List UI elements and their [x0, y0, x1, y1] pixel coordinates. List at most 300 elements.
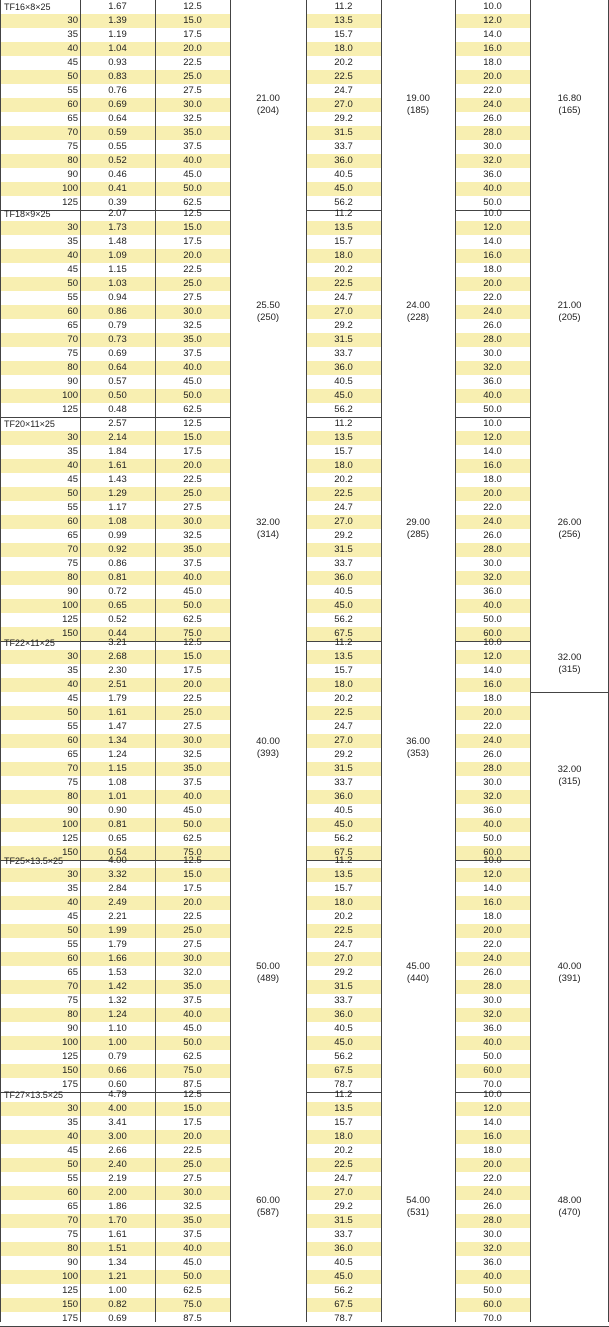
- value-cell: 17.5: [183, 665, 202, 676]
- value-cell: 18.0: [483, 264, 502, 275]
- length-cell: 65: [67, 749, 78, 760]
- value-cell: 18.0: [483, 693, 502, 704]
- value-cell: 45.0: [183, 805, 202, 816]
- value-cell: 27.0: [334, 306, 353, 317]
- value-cell: 30.0: [483, 558, 502, 569]
- value-cell: 16.0: [483, 1131, 502, 1142]
- value-cell: 45.0: [183, 1257, 202, 1268]
- value-cell: 0.65: [108, 600, 127, 611]
- merged-main: 16.80: [557, 93, 582, 104]
- model-label: TF16×8×25: [4, 2, 51, 12]
- value-cell: 15.7: [334, 29, 353, 40]
- value-cell: 11.2: [334, 637, 353, 648]
- length-cell: 125: [62, 197, 78, 208]
- value-cell: 27.5: [183, 1173, 202, 1184]
- value-cell: 0.64: [108, 362, 127, 373]
- value-cell: 11.2: [334, 1089, 353, 1100]
- length-cell: 35: [67, 1117, 78, 1128]
- value-cell: 3.00: [108, 1131, 127, 1142]
- merged-sub: (587): [256, 1207, 280, 1218]
- value-cell: 0.93: [108, 57, 127, 68]
- value-cell: 33.7: [334, 777, 353, 788]
- length-cell: 45: [67, 693, 78, 704]
- value-cell: 25.0: [183, 707, 202, 718]
- value-cell: 27.5: [183, 292, 202, 303]
- value-cell: 24.7: [334, 85, 353, 96]
- model-label: TF27×13.5×25: [4, 1090, 64, 1100]
- value-cell: 0.55: [108, 141, 127, 152]
- value-cell: 26.0: [483, 1201, 502, 1212]
- column-divider: [155, 0, 156, 1322]
- value-cell: 1.01: [108, 791, 127, 802]
- value-cell: 22.5: [183, 57, 202, 68]
- value-cell: 17.5: [183, 883, 202, 894]
- merged-sub: (391): [558, 973, 581, 984]
- value-cell: 12.0: [483, 869, 502, 880]
- value-cell: 12.0: [483, 222, 502, 233]
- length-cell: 55: [67, 502, 78, 513]
- merged-main: 32.00: [256, 517, 280, 528]
- value-cell: 50.0: [183, 183, 202, 194]
- value-cell: 50.0: [183, 819, 202, 830]
- value-cell: 0.69: [108, 348, 127, 359]
- merged-main: 32.00: [557, 652, 582, 663]
- length-cell: 50: [67, 1159, 78, 1170]
- value-cell: 24.0: [483, 735, 502, 746]
- value-cell: 22.0: [483, 292, 502, 303]
- length-cell: 70: [67, 981, 78, 992]
- value-cell: 1.70: [108, 1215, 127, 1226]
- value-cell: 10.0: [483, 418, 502, 429]
- value-cell: 1.66: [108, 953, 127, 964]
- length-cell: 75: [67, 995, 78, 1006]
- model-label: TF22×11×25: [4, 638, 55, 648]
- value-cell: 40.5: [334, 586, 353, 597]
- value-cell: 18.0: [334, 43, 353, 54]
- value-cell: 12.0: [483, 432, 502, 443]
- value-cell: 27.0: [334, 516, 353, 527]
- length-cell: 90: [67, 586, 78, 597]
- value-cell: 20.0: [183, 43, 202, 54]
- length-cell: 30: [67, 651, 78, 662]
- value-cell: 30.0: [483, 1229, 502, 1240]
- value-cell: 33.7: [334, 141, 353, 152]
- value-cell: 13.5: [334, 1103, 353, 1114]
- value-cell: 12.0: [483, 1103, 502, 1114]
- value-cell: 22.5: [334, 488, 353, 499]
- value-cell: 30.0: [183, 306, 202, 317]
- length-cell: 80: [67, 1243, 78, 1254]
- value-cell: 62.5: [183, 833, 202, 844]
- value-cell: 60.0: [483, 1299, 502, 1310]
- length-cell: 125: [62, 1285, 78, 1296]
- length-cell: 65: [67, 113, 78, 124]
- value-cell: 1.34: [108, 1257, 127, 1268]
- length-cell: 70: [67, 127, 78, 138]
- value-cell: 10.0: [483, 855, 502, 866]
- value-cell: 36.0: [483, 1257, 502, 1268]
- value-cell: 18.0: [334, 897, 353, 908]
- value-cell: 26.0: [483, 320, 502, 331]
- value-cell: 40.0: [183, 572, 202, 583]
- length-cell: 55: [67, 1173, 78, 1184]
- value-cell: 12.5: [183, 855, 202, 866]
- value-cell: 25.0: [183, 488, 202, 499]
- value-cell: 75.0: [183, 1299, 202, 1310]
- value-cell: 20.0: [183, 897, 202, 908]
- value-cell: 22.5: [334, 1159, 353, 1170]
- value-cell: 45.0: [334, 600, 353, 611]
- value-cell: 22.5: [183, 474, 202, 485]
- length-cell: 30: [67, 869, 78, 880]
- value-cell: 20.0: [183, 1131, 202, 1142]
- value-cell: 14.0: [483, 29, 502, 40]
- value-cell: 0.94: [108, 292, 127, 303]
- value-cell: 13.5: [334, 869, 353, 880]
- value-cell: 15.7: [334, 665, 353, 676]
- value-cell: 30.0: [483, 995, 502, 1006]
- length-cell: 60: [67, 735, 78, 746]
- merged-sub: (315): [558, 776, 581, 787]
- length-cell: 150: [62, 628, 78, 639]
- value-cell: 16.0: [483, 43, 502, 54]
- length-cell: 65: [67, 530, 78, 541]
- value-cell: 29.2: [334, 967, 353, 978]
- value-cell: 26.0: [483, 113, 502, 124]
- value-cell: 15.0: [183, 15, 202, 26]
- value-cell: 3.32: [108, 869, 127, 880]
- value-cell: 2.51: [108, 679, 127, 690]
- merged-sub: (204): [256, 105, 280, 116]
- value-cell: 45.0: [334, 183, 353, 194]
- value-cell: 75.0: [183, 628, 202, 639]
- value-cell: 0.83: [108, 71, 127, 82]
- merged-value: [230, 961, 306, 985]
- value-cell: 45.0: [334, 1271, 353, 1282]
- value-cell: 50.0: [483, 614, 502, 625]
- merged-value: [230, 93, 306, 117]
- value-cell: 11.2: [334, 208, 353, 219]
- value-cell: 32.0: [483, 791, 502, 802]
- value-cell: 29.2: [334, 113, 353, 124]
- value-cell: 15.0: [183, 1103, 202, 1114]
- value-cell: 24.7: [334, 292, 353, 303]
- value-cell: 0.46: [108, 169, 127, 180]
- value-cell: 12.0: [483, 651, 502, 662]
- length-cell: 35: [67, 236, 78, 247]
- value-cell: 1.86: [108, 1201, 127, 1212]
- length-cell: 55: [67, 85, 78, 96]
- merged-main: 54.00: [406, 1195, 430, 1206]
- value-cell: 20.2: [334, 474, 353, 485]
- value-cell: 33.7: [334, 1229, 353, 1240]
- value-cell: 35.0: [183, 334, 202, 345]
- value-cell: 1.15: [108, 264, 127, 275]
- length-cell: 45: [67, 57, 78, 68]
- value-cell: 1.39: [108, 15, 127, 26]
- value-cell: 15.7: [334, 1117, 353, 1128]
- value-cell: 1.61: [108, 1229, 127, 1240]
- length-cell: 35: [67, 29, 78, 40]
- merged-sub: (470): [558, 1207, 581, 1218]
- length-cell: 100: [62, 1037, 78, 1048]
- value-cell: 70.0: [483, 1313, 502, 1324]
- length-cell: 75: [67, 1229, 78, 1240]
- merged-value: [381, 517, 455, 541]
- value-cell: 14.0: [483, 446, 502, 457]
- value-cell: 32.5: [183, 1201, 202, 1212]
- value-cell: 17.5: [183, 236, 202, 247]
- value-cell: 22.5: [183, 911, 202, 922]
- value-cell: 1.10: [108, 1023, 127, 1034]
- value-cell: 24.0: [483, 516, 502, 527]
- value-cell: 27.5: [183, 721, 202, 732]
- value-cell: 1.84: [108, 446, 127, 457]
- merged-value: [381, 1195, 455, 1219]
- value-cell: 50.0: [483, 1285, 502, 1296]
- merged-main: 45.00: [406, 961, 430, 972]
- value-cell: 25.0: [183, 71, 202, 82]
- value-cell: 16.0: [483, 460, 502, 471]
- value-cell: 1.09: [108, 250, 127, 261]
- value-cell: 22.5: [183, 1145, 202, 1156]
- value-cell: 24.0: [483, 953, 502, 964]
- value-cell: 50.0: [183, 600, 202, 611]
- value-cell: 0.76: [108, 85, 127, 96]
- value-cell: 2.84: [108, 883, 127, 894]
- value-cell: 20.2: [334, 911, 353, 922]
- length-cell: 50: [67, 925, 78, 936]
- length-cell: 75: [67, 141, 78, 152]
- value-cell: 22.0: [483, 939, 502, 950]
- value-cell: 2.21: [108, 911, 127, 922]
- value-cell: 20.0: [483, 707, 502, 718]
- length-cell: 35: [67, 883, 78, 894]
- value-cell: 1.73: [108, 222, 127, 233]
- value-cell: 17.5: [183, 1117, 202, 1128]
- length-cell: 45: [67, 911, 78, 922]
- value-cell: 1.42: [108, 981, 127, 992]
- value-cell: 15.7: [334, 883, 353, 894]
- length-cell: 70: [67, 544, 78, 555]
- value-cell: 10.0: [483, 637, 502, 648]
- length-cell: 40: [67, 43, 78, 54]
- value-cell: 1.67: [108, 1, 127, 12]
- value-cell: 2.66: [108, 1145, 127, 1156]
- value-cell: 13.5: [334, 15, 353, 26]
- value-cell: 45.0: [183, 586, 202, 597]
- value-cell: 40.5: [334, 805, 353, 816]
- value-cell: 31.5: [334, 763, 353, 774]
- length-cell: 60: [67, 306, 78, 317]
- value-cell: 36.0: [483, 376, 502, 387]
- value-cell: 20.0: [483, 71, 502, 82]
- value-cell: 50.0: [183, 1271, 202, 1282]
- value-cell: 1.79: [108, 693, 127, 704]
- value-cell: 22.5: [183, 693, 202, 704]
- value-cell: 62.5: [183, 1285, 202, 1296]
- value-cell: 32.0: [183, 967, 202, 978]
- value-cell: 29.2: [334, 1201, 353, 1212]
- merged-sub: (440): [406, 973, 430, 984]
- value-cell: 27.0: [334, 99, 353, 110]
- value-cell: 0.65: [108, 833, 127, 844]
- value-cell: 40.0: [183, 1243, 202, 1254]
- length-cell: 30: [67, 1103, 78, 1114]
- length-cell: 125: [62, 404, 78, 415]
- length-cell: 125: [62, 1051, 78, 1062]
- value-cell: 12.5: [183, 208, 202, 219]
- value-cell: 50.0: [183, 1037, 202, 1048]
- value-cell: 37.5: [183, 141, 202, 152]
- value-cell: 22.0: [483, 1173, 502, 1184]
- value-cell: 22.0: [483, 502, 502, 513]
- merged-sub: (165): [558, 105, 581, 116]
- value-cell: 40.5: [334, 1023, 353, 1034]
- length-cell: 75: [67, 558, 78, 569]
- value-cell: 30.0: [483, 777, 502, 788]
- column-divider: [455, 0, 456, 1322]
- model-label: TF18×9×25: [4, 209, 51, 219]
- value-cell: 24.7: [334, 1173, 353, 1184]
- value-cell: 1.17: [108, 502, 127, 513]
- value-cell: 60.0: [483, 1065, 502, 1076]
- column-divider: [80, 0, 81, 1322]
- value-cell: 3.21: [108, 637, 127, 648]
- value-cell: 0.86: [108, 558, 127, 569]
- model-label: TF20×11×25: [4, 419, 55, 429]
- value-cell: 37.5: [183, 1229, 202, 1240]
- merged-main: 36.00: [406, 736, 430, 747]
- value-cell: 0.66: [108, 1065, 127, 1076]
- value-cell: 0.44: [108, 628, 127, 639]
- value-cell: 35.0: [183, 544, 202, 555]
- length-cell: 80: [67, 572, 78, 583]
- value-cell: 40.0: [483, 1271, 502, 1282]
- value-cell: 1.00: [108, 1037, 127, 1048]
- value-cell: 37.5: [183, 995, 202, 1006]
- value-cell: 17.5: [183, 446, 202, 457]
- value-cell: 36.0: [483, 169, 502, 180]
- merged-sub: (489): [256, 973, 280, 984]
- merged-main: 40.00: [256, 736, 280, 747]
- value-cell: 36.0: [334, 1009, 353, 1020]
- value-cell: 0.64: [108, 113, 127, 124]
- value-cell: 36.0: [334, 1243, 353, 1254]
- value-cell: 1.00: [108, 1285, 127, 1296]
- length-cell: 90: [67, 376, 78, 387]
- value-cell: 4.79: [108, 1089, 127, 1100]
- value-cell: 2.68: [108, 651, 127, 662]
- value-cell: 0.59: [108, 127, 127, 138]
- length-cell: 30: [67, 432, 78, 443]
- value-cell: 0.79: [108, 1051, 127, 1062]
- value-cell: 45.0: [334, 390, 353, 401]
- length-cell: 175: [62, 1079, 78, 1090]
- column-divider: [381, 0, 382, 1322]
- value-cell: 36.0: [483, 586, 502, 597]
- length-cell: 150: [62, 1299, 78, 1310]
- value-cell: 29.2: [334, 749, 353, 760]
- value-cell: 87.5: [183, 1079, 202, 1090]
- value-cell: 45.0: [183, 1023, 202, 1034]
- value-cell: 56.2: [334, 197, 353, 208]
- value-cell: 30.0: [183, 516, 202, 527]
- value-cell: 1.34: [108, 735, 127, 746]
- value-cell: 30.0: [183, 1187, 202, 1198]
- value-cell: 24.0: [483, 99, 502, 110]
- length-cell: 100: [62, 819, 78, 830]
- value-cell: 4.00: [108, 1103, 127, 1114]
- merged-value: [530, 1195, 609, 1219]
- value-cell: 24.0: [483, 1187, 502, 1198]
- value-cell: 18.0: [334, 1131, 353, 1142]
- value-cell: 62.5: [183, 404, 202, 415]
- length-cell: 65: [67, 320, 78, 331]
- value-cell: 20.2: [334, 264, 353, 275]
- length-cell: 40: [67, 1131, 78, 1142]
- value-cell: 31.5: [334, 544, 353, 555]
- column-divider: [0, 0, 1, 1322]
- length-cell: 150: [62, 847, 78, 858]
- value-cell: 0.52: [108, 614, 127, 625]
- value-cell: 11.2: [334, 418, 353, 429]
- value-cell: 36.0: [334, 572, 353, 583]
- value-cell: 2.19: [108, 1173, 127, 1184]
- merged-sub: (285): [406, 529, 430, 540]
- length-cell: 100: [62, 390, 78, 401]
- value-cell: 0.72: [108, 586, 127, 597]
- value-cell: 62.5: [183, 614, 202, 625]
- value-cell: 50.0: [483, 197, 502, 208]
- value-cell: 0.81: [108, 819, 127, 830]
- value-cell: 20.2: [334, 693, 353, 704]
- value-cell: 32.5: [183, 320, 202, 331]
- value-cell: 0.41: [108, 183, 127, 194]
- value-cell: 32.0: [483, 362, 502, 373]
- value-cell: 1.32: [108, 995, 127, 1006]
- value-cell: 62.5: [183, 1051, 202, 1062]
- value-cell: 0.39: [108, 197, 127, 208]
- length-cell: 60: [67, 516, 78, 527]
- value-cell: 37.5: [183, 558, 202, 569]
- column-divider: [530, 0, 531, 1322]
- value-cell: 13.5: [334, 651, 353, 662]
- value-cell: 0.82: [108, 1299, 127, 1310]
- value-cell: 30.0: [183, 735, 202, 746]
- length-cell: 40: [67, 250, 78, 261]
- value-cell: 1.08: [108, 777, 127, 788]
- value-cell: 11.2: [334, 855, 353, 866]
- value-cell: 35.0: [183, 981, 202, 992]
- length-cell: 35: [67, 665, 78, 676]
- value-cell: 20.0: [183, 460, 202, 471]
- merged-main: 21.00: [557, 300, 582, 311]
- merged-main: 32.00: [557, 764, 582, 775]
- merged-main: 26.00: [557, 517, 582, 528]
- length-cell: 80: [67, 791, 78, 802]
- length-cell: 100: [62, 600, 78, 611]
- value-cell: 15.7: [334, 446, 353, 457]
- value-cell: 27.5: [183, 502, 202, 513]
- value-cell: 20.0: [183, 679, 202, 690]
- value-cell: 20.2: [334, 57, 353, 68]
- value-cell: 31.5: [334, 127, 353, 138]
- length-cell: 40: [67, 679, 78, 690]
- value-cell: 1.48: [108, 236, 127, 247]
- length-cell: 55: [67, 292, 78, 303]
- merged-value: [530, 764, 609, 788]
